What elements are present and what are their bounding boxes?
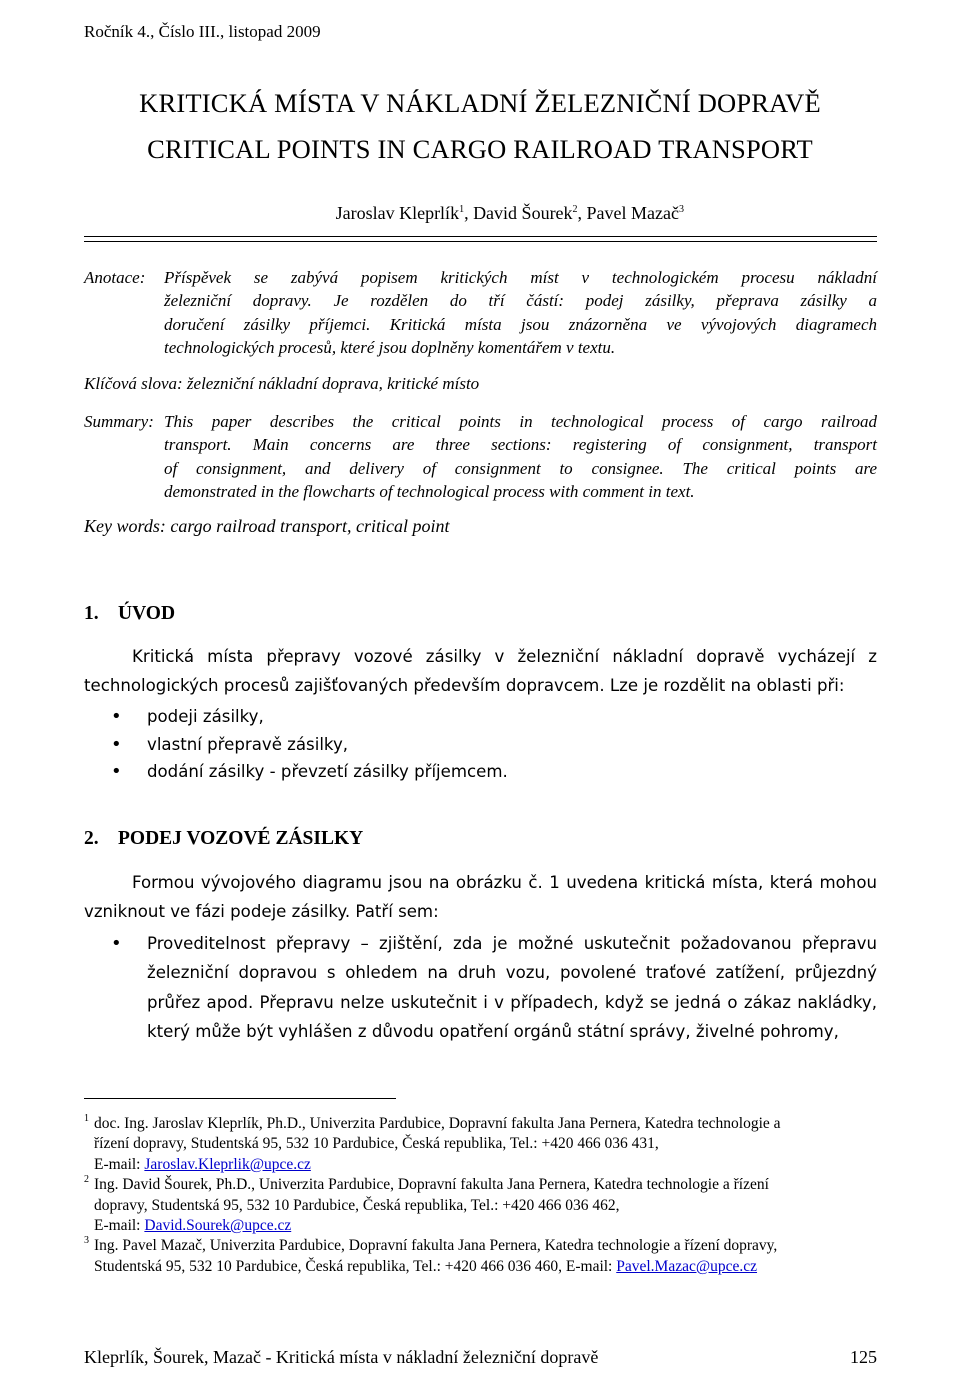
section-2-paragraph: Formou vývojového diagramu jsou na obrázku č. 1 uvedena kritická místa, která mohou vzniknout ve fázi podeje zásilky. Patří sem:: [84, 873, 877, 921]
footnote-line: [94, 1257, 877, 1277]
email-label: E-mail:: [94, 1155, 145, 1173]
abstract-czech: [84, 266, 877, 359]
list-item-text: vlastní přepravě zásilky,: [147, 734, 349, 754]
page-number: 125: [850, 1347, 877, 1367]
list-item: [84, 703, 877, 731]
footnote-3: [84, 1236, 877, 1277]
list-item-text: podeji zásilky,: [147, 707, 264, 726]
section-number: 1.: [84, 603, 99, 624]
footnote-mark: 2: [84, 1174, 89, 1186]
footer-text: Kleprlík, Šourek, Mazač - Kritická místa v nákladní železniční dopravě: [84, 1347, 599, 1367]
section-1-paragraph: Kritická místa přepravy vozové zásilky v železniční nákladní dopravě vycházejí z technologických procesů zajišťovaných především dopravcem. Lze je rozdělit na oblasti při:: [84, 647, 877, 695]
page-footer: [84, 1347, 877, 1368]
footnote-line-text: Studentská 95, 532 10 Pardubice, Česká republika, Tel.: +420 466 036 460, E-mail:: [94, 1257, 617, 1275]
title-czech: KRITICKÁ MÍSTA V NÁKLADNÍ ŽELEZNIČNÍ DOPRAVĚ: [139, 88, 821, 118]
summary-line: This paper describes the critical points in technological process of cargo railroad: [164, 412, 877, 431]
abstract-line: železniční dopravy. Je rozdělen do tří částí: podej zásilky, přeprava zásilky a: [164, 291, 877, 311]
keywords-czech: Klíčová slova: železniční nákladní doprava, kritické místo: [84, 374, 480, 393]
list-item: [84, 929, 877, 1046]
footnote-1: [84, 1114, 877, 1175]
title-divider-bottom: [84, 241, 877, 242]
authors-line: Jaroslav Kleprlík$^1$, David Šourek$^2$, Pavel Mazač$^3$: [335, 203, 684, 223]
footnote-line: Ing. David Šourek, Ph.D., Univerzita Pardubice, Dopravní fakulta Jana Pernera, Katedra technologie a řízení: [94, 1176, 769, 1194]
abstract-line: Příspěvek se zabývá popisem kritických míst v technologickém procesu nákladní: [164, 268, 877, 287]
author-name: Jaroslav Kleprlík: [335, 203, 460, 223]
footnote-line: dopravy, Studentská 95, 532 10 Pardubice, Česká republika, Tel.: +420 466 036 462,: [94, 1196, 620, 1214]
footnote-line: řízení dopravy, Studentská 95, 532 10 Pardubice, Česká republika, Tel.: +420 466 036 431,: [94, 1135, 659, 1153]
bullet-icon: •: [111, 706, 122, 727]
author-footnote-mark[interactable]: 1: [459, 204, 465, 215]
abstract-line: doručení zásilky příjemci. Kritická místa jsou znázorněna ve vývojových diagramech: [164, 314, 877, 334]
footnote-2: [84, 1175, 877, 1236]
footnote-line: Ing. Pavel Mazač, Univerzita Pardubice, Dopravní fakulta Jana Pernera, Katedra technologie a řízení dopravy,: [94, 1237, 778, 1255]
bullet-icon: •: [111, 933, 122, 954]
footnote-email-line: [94, 1155, 877, 1175]
abstract-english: [84, 410, 877, 503]
footnote-mark: 1: [84, 1113, 89, 1124]
section-heading-2: [84, 828, 363, 850]
author-name: Pavel Mazač: [586, 203, 679, 223]
email-label: E-mail:: [94, 1217, 145, 1235]
running-head: Ročník 4., Číslo III., listopad 2009: [84, 22, 321, 41]
author-footnote-mark[interactable]: 2: [572, 204, 578, 215]
abstract-text: [164, 266, 877, 359]
summary-line: of consignment, and delivery of consignment to consignee. The critical points are: [164, 458, 877, 478]
list-item: [84, 758, 877, 786]
bullet-icon: •: [111, 761, 122, 782]
summary-text: [164, 410, 877, 503]
section-heading-1: [84, 603, 175, 625]
list-item-text: Proveditelnost přepravy – zjištění, zda je možné uskutečnit požadovanou přepravu železniční dopravou s ohledem na druh vozu, povolené traťové zatížení, průjezdný průřez apod. Přepravu nelze uskutečnit i v případech, když se jedná o zákaz nakládky, který může být vyhlášen z důvodu opatření orgánů státní správy, živelné pohromy,: [147, 934, 877, 1041]
title-divider-top: [84, 236, 877, 237]
list-item: [84, 731, 877, 759]
abstract-line: technologických procesů, které jsou doplněny komentářem v textu.: [164, 337, 616, 357]
email-link[interactable]: David.Sourek@upce.cz: [144, 1217, 292, 1235]
keywords-english: Key words: cargo railroad transport, critical point: [84, 516, 450, 536]
author-footnote-mark[interactable]: 3: [679, 204, 684, 215]
abstract-label: Anotace:: [84, 268, 146, 287]
section-title: ÚVOD: [118, 603, 176, 624]
footnote-email-line: [94, 1216, 877, 1236]
title-english: CRITICAL POINTS IN CARGO RAILROAD TRANSPORT: [147, 134, 813, 164]
footnote-divider: [84, 1098, 396, 1099]
author-name: David Šourek: [473, 203, 573, 223]
section-title: PODEJ VOZOVÉ ZÁSILKY: [118, 828, 364, 849]
summary-line: transport. Main concerns are three sections: registering of consignment, transport: [164, 435, 877, 455]
footnote-line: doc. Ing. Jaroslav Kleprlík, Ph.D., Univerzita Pardubice, Dopravní fakulta Jana Pernera, Katedra technologie a: [94, 1115, 781, 1132]
email-link[interactable]: Pavel.Mazac@upce.cz: [616, 1257, 758, 1275]
footnote-mark: 3: [84, 1235, 89, 1247]
section-2-bullet-list: [84, 929, 877, 1046]
summary-label: Summary:: [84, 412, 154, 431]
section-1-bullet-list: [84, 703, 877, 786]
bullet-icon: •: [111, 733, 122, 755]
summary-line: demonstrated in the flowcharts of technological process with comment in text.: [164, 481, 695, 501]
section-number: 2.: [84, 828, 99, 849]
list-item-text: dodání zásilky - převzetí zásilky příjemcem.: [147, 762, 508, 781]
email-link[interactable]: Jaroslav.Kleprlik@upce.cz: [144, 1155, 311, 1173]
footnotes: [84, 1114, 877, 1277]
